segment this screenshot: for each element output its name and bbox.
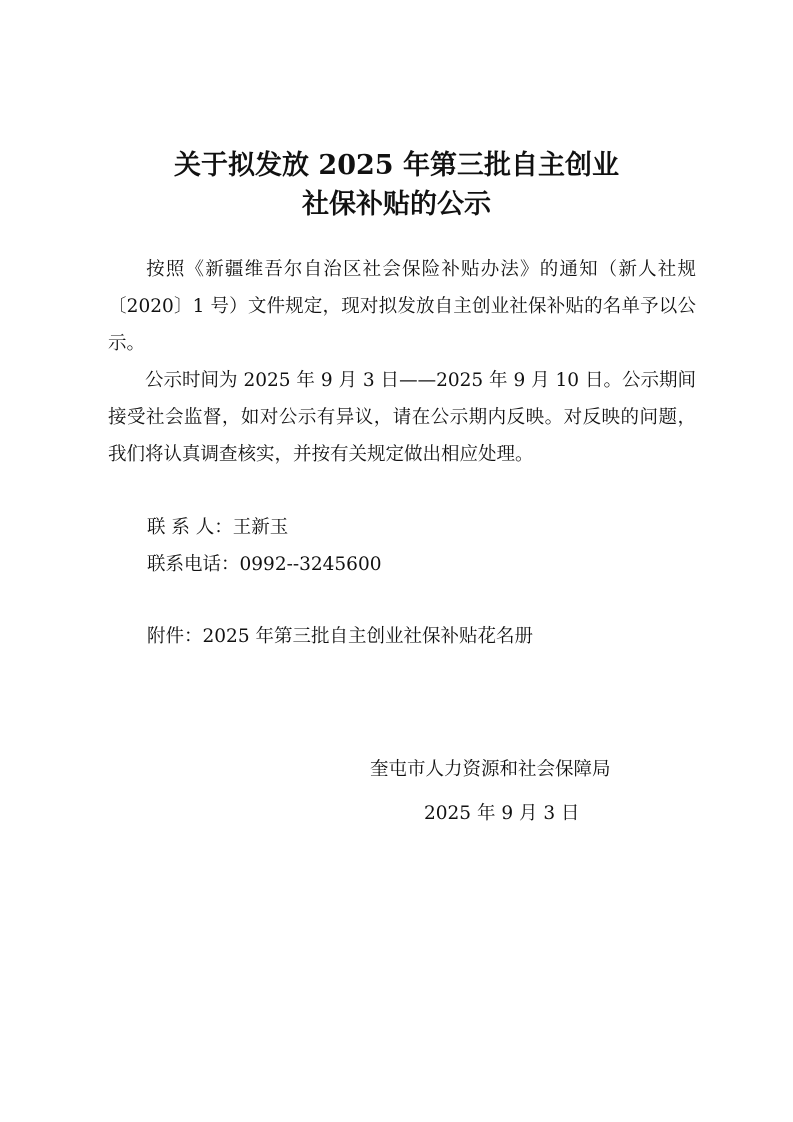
document-title-line-1: 关于拟发放 2025 年第三批自主创业: [174, 150, 619, 181]
document-title-line-2: 社保补贴的公示: [302, 189, 491, 220]
notice-paragraph-basis-text: 按照《新疆维吾尔自治区社会保险补贴办法》的通知（新人社规〔2020〕1 号）文件规定，现对拟发放自主创业社保补贴的名单予以公示。: [108, 259, 696, 354]
contact-phone-line: [147, 550, 382, 580]
contact-phone-value: 0992--3245600: [239, 554, 382, 575]
notice-paragraph-period-text: 公示时间为 2025 年 9 月 3 日——2025 年 9 月 10 日。公示期间接受社会监督，如对公示有异议，请在公示期内反映。对反映的问题，我们将认真调查核实，并按有关规定做出相应处理。: [108, 370, 696, 465]
attachment-value: 2025 年第三批自主创业社保补贴花名册: [202, 626, 533, 647]
issue-date: 2025 年 9 月 3 日: [424, 803, 580, 824]
attachment-line: [147, 622, 533, 652]
notice-paragraph-period: [108, 362, 696, 473]
issuer-name: 奎屯市人力资源和社会保障局: [370, 759, 611, 780]
contact-person-line: [147, 513, 288, 543]
notice-paragraph-basis: [108, 251, 696, 362]
contact-person-value: 王新玉: [232, 517, 289, 538]
contact-person-label: 联 系 人：: [147, 517, 233, 538]
attachment-label: 附件：: [147, 626, 203, 647]
contact-phone-label: 联系电话：: [147, 554, 240, 575]
